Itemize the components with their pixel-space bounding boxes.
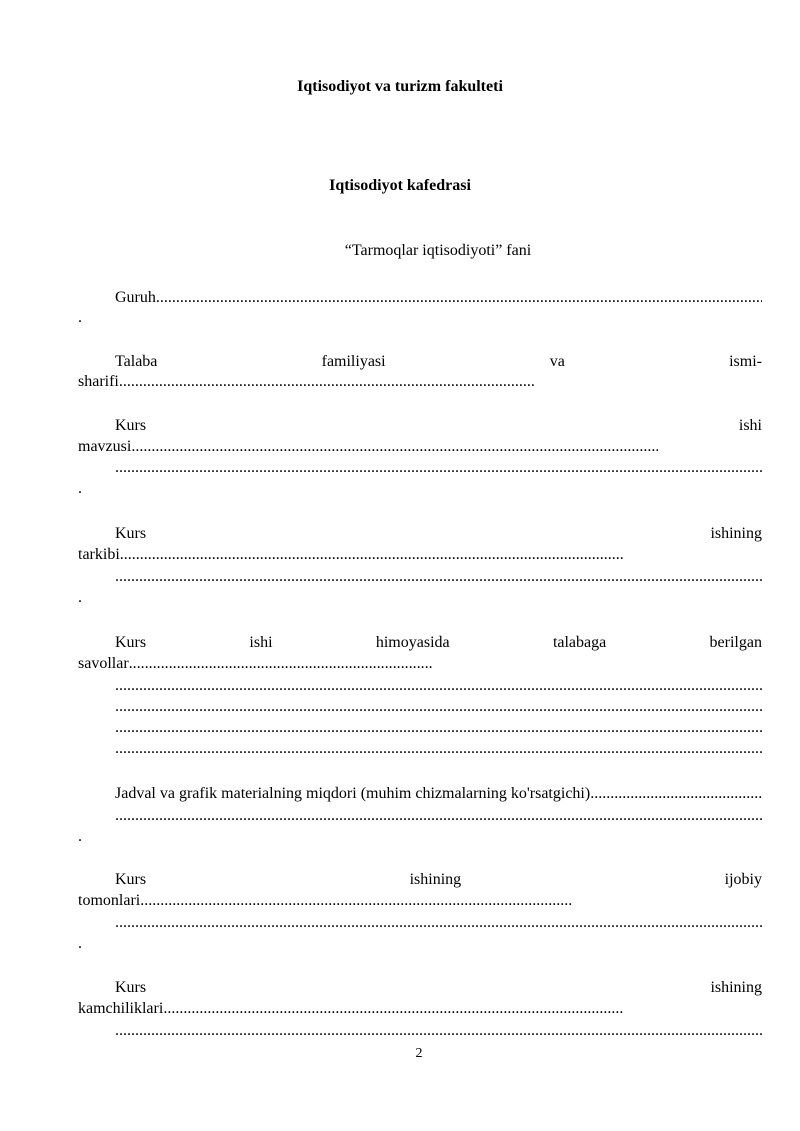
structure-blank-line (115, 567, 762, 587)
negative-cont-label: kamchiliklari (78, 1000, 164, 1017)
structure-blank (120, 545, 624, 565)
group-label: Guruh (115, 289, 156, 306)
department-title: Iqtisodiyot kafedrasi (329, 177, 471, 194)
materials-label: Jadval va grafik materialning miqdori (muhim chizmalarning ko'rsatgichi) (115, 785, 591, 802)
negative-cont (78, 999, 624, 1019)
materials-field (115, 784, 762, 804)
page-number: 2 (415, 1046, 423, 1061)
student-cont-label: sharifi (78, 373, 119, 390)
positive-blank (140, 891, 572, 911)
structure-cont (78, 545, 624, 565)
group-blank (156, 288, 762, 308)
negative-field (115, 978, 762, 998)
group-field (115, 288, 762, 308)
negative-word: Kurs (115, 979, 147, 996)
structure-field (115, 524, 762, 544)
positive-word: ijobiy (724, 871, 762, 888)
positive-end-mark: . (78, 935, 82, 952)
questions-blank-line (115, 676, 762, 696)
questions-blank (129, 654, 432, 674)
materials-end-mark: . (78, 828, 82, 845)
positive-cont-label: tomonlari (78, 892, 141, 909)
topic-cont (78, 437, 658, 457)
questions-cont (78, 654, 432, 674)
structure-word: ishining (710, 525, 762, 542)
student-field (115, 352, 762, 372)
questions-word: ishi (249, 634, 273, 651)
structure-end-mark: . (78, 589, 82, 606)
questions-cont-label: savollar (78, 655, 129, 672)
questions-word: himoyasida (375, 634, 450, 651)
positive-word: ishining (409, 871, 462, 888)
positive-blank-line (115, 913, 762, 933)
topic-end-mark: . (78, 480, 82, 497)
student-cont (78, 372, 534, 392)
topic-blank (131, 437, 658, 457)
student-word: Talaba (115, 353, 158, 370)
negative-blank (163, 999, 624, 1019)
topic-cont-label: mavzusi (78, 438, 132, 455)
group-end-mark: . (78, 309, 82, 326)
questions-word: Kurs (115, 634, 147, 651)
student-word: ismi- (729, 353, 762, 370)
topic-field (115, 416, 762, 436)
questions-word: talabaga (552, 634, 607, 651)
topic-blank-line (115, 458, 762, 478)
student-word: familiyasi (321, 353, 386, 370)
positive-field (115, 870, 762, 890)
questions-blank-line (115, 739, 762, 759)
subject-line: “Tarmoqlar iqtisodiyoti” fani (344, 242, 532, 259)
questions-blank-line (115, 718, 762, 738)
questions-field (115, 633, 762, 653)
negative-blank-line (115, 1021, 762, 1041)
faculty-title: Iqtisodiyot va turizm fakulteti (297, 78, 503, 95)
questions-blank-line (115, 697, 762, 717)
negative-word: ishining (710, 979, 762, 996)
positive-word: Kurs (115, 871, 147, 888)
questions-word: berilgan (709, 634, 762, 651)
structure-word: Kurs (115, 525, 147, 542)
student-word: va (549, 353, 565, 370)
student-blank (119, 372, 534, 392)
materials-blank-line (115, 806, 762, 826)
topic-word: Kurs (115, 417, 147, 434)
structure-cont-label: tarkibi (78, 546, 120, 563)
topic-word: ishi (738, 417, 762, 434)
positive-cont (78, 891, 572, 911)
materials-blank (590, 784, 762, 804)
